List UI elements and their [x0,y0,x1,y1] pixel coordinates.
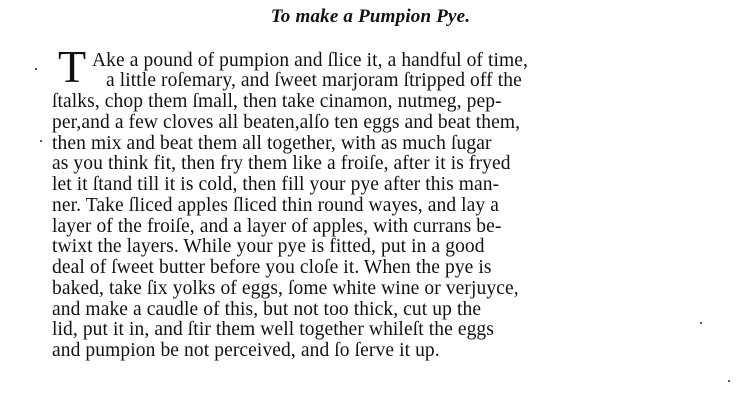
text-line-7: let it ſtand till it is cold, then fill your pye after this man- [52,174,500,195]
text-line-3: ſtalks, chop them ſmall, then take cinamon, nutmeg, pep- [52,91,502,112]
text-line-11: deal of ſweet butter before you cloſe it. When the pye is [52,257,492,278]
scan-speck [40,140,42,142]
text-line-9: layer of the froiſe, and a layer of apples, with currans be- [52,216,502,237]
scan-speck [728,380,730,382]
text-line-14: lid, put it in, and ſtir them well together whileſt the eggs [52,319,494,340]
drop-cap-letter: T [58,41,87,92]
text-line-15: and pumpion be not perceived, and ſo ſerve it up. [52,340,440,361]
text-line-8: ner. Take ſliced apples ſliced thin round wayes, and lay a [52,195,500,216]
scan-speck [700,322,702,324]
recipe-title: To make a Pumpion Pye. [270,6,471,27]
text-line-1: Ake a pound of pumpion and ſlice it, a handful of time, [92,50,529,71]
text-line-6: as you think fit, then fry them like a froiſe, after it is fryed [52,153,511,174]
scan-speck [35,68,37,70]
text-line-12: baked, take ſix yolks of eggs, ſome white wine or verjuyce, [52,278,519,299]
text-line-13: and make a caudle of this, but not too thick, cut up the [52,299,482,320]
text-line-5: then mix and beat them all together, with as much ſugar [52,133,492,154]
text-line-2: a little roſemary, and ſweet marjoram ſtripped off the [106,70,522,91]
text-line-10: twixt the layers. While your pye is fitted, put in a good [52,236,485,257]
text-line-4: per,and a few cloves all beaten,alſo ten eggs and beat them, [52,112,521,133]
